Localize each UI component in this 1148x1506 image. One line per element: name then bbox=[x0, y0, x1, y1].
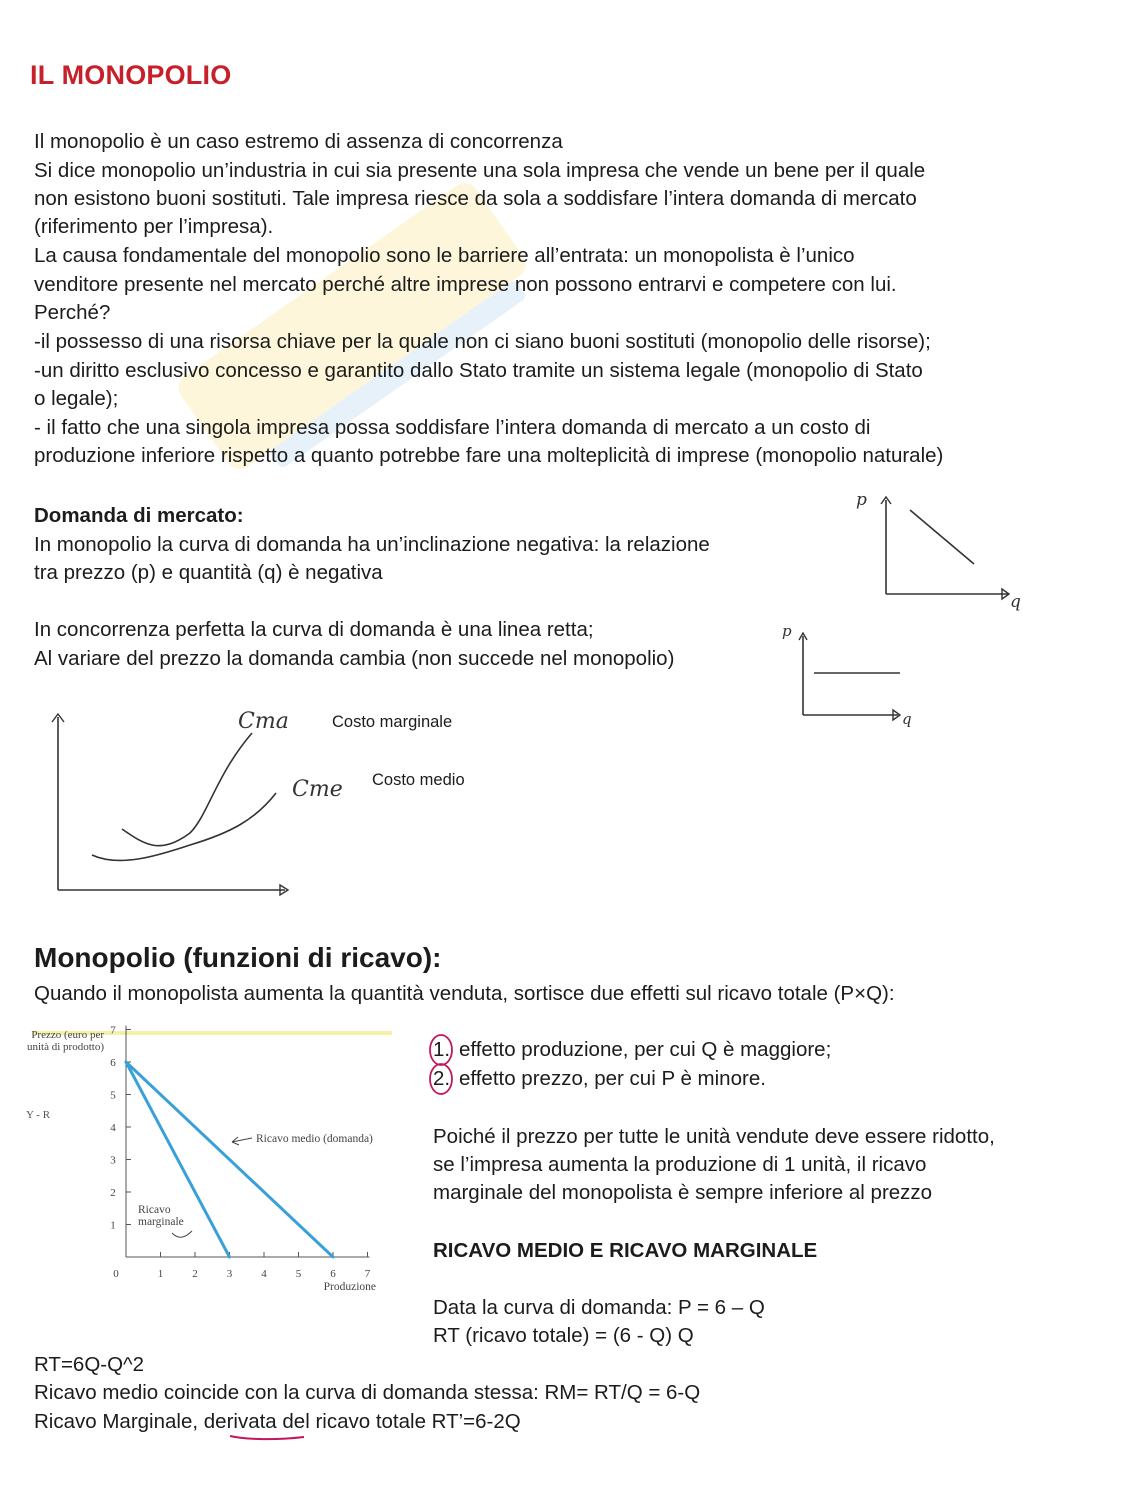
x-tick-label: 6 bbox=[330, 1268, 336, 1280]
intro-line: o legale); bbox=[34, 387, 119, 410]
bottom-line: Ricavo medio coincide con la curva di domanda stessa: RM= RT/Q = 6-Q bbox=[34, 1381, 701, 1404]
ricavo-subheading: RICAVO MEDIO E RICAVO MARGINALE bbox=[433, 1239, 818, 1262]
y-tick-label: 2 bbox=[110, 1187, 116, 1199]
effect-text: effetto produzione, per cui Q è maggiore; bbox=[459, 1038, 832, 1061]
cma-label: Cma bbox=[238, 709, 289, 734]
y-tick-label: 1 bbox=[110, 1219, 116, 1232]
intro-line: Il monopolio è un caso estremo di assenza di concorrenza bbox=[34, 130, 563, 153]
x-tick-label: 3 bbox=[226, 1268, 233, 1280]
x-tick-label: 1 bbox=[157, 1268, 164, 1280]
sketch2-y-label: p bbox=[782, 622, 792, 640]
intro-line: -il possesso di una risorsa chiave per la quale non ci siano buoni sostituti (monopolio delle risorse); bbox=[34, 330, 931, 353]
x-tick-label: 2 bbox=[192, 1268, 198, 1280]
x-tick-label: 4 bbox=[261, 1268, 267, 1280]
intro-line: -un diritto esclusivo concesso e garantito dallo Stato tramite un sistema legale (monopolio di Stato bbox=[34, 359, 923, 382]
cost-curves-svg bbox=[40, 705, 500, 905]
intro-line: La causa fondamentale del monopolio sono le barriere all’entrata: un monopolista è l’unico bbox=[34, 244, 855, 267]
intro-line: venditore presente nel mercato perché altre imprese non possono entrarvi e competere con lui. bbox=[34, 273, 897, 296]
derivata-underline bbox=[228, 1431, 308, 1443]
ricavo-medio-pointer bbox=[232, 1137, 252, 1145]
formula-line: RT (ricavo totale) = (6 - Q) Q bbox=[433, 1324, 694, 1347]
intro-line: Perché? bbox=[34, 301, 111, 324]
y-tick-label: 3 bbox=[110, 1154, 116, 1167]
cme-label: Cme bbox=[292, 777, 343, 802]
chart-side-note: Y - R bbox=[26, 1109, 51, 1121]
x-tick-label: 0 bbox=[113, 1268, 119, 1280]
intro-line: Si dice monopolio un’industria in cui sia presente una sola impresa che vende un bene per il quale bbox=[34, 159, 926, 182]
effect-item bbox=[428, 1065, 766, 1094]
sketch1-y-label: p bbox=[856, 490, 867, 510]
chart-x-axis-label: Produzione bbox=[323, 1281, 376, 1293]
ricavo-heading: Monopolio (funzioni di ricavo): bbox=[34, 942, 442, 973]
intro-line: produzione inferiore rispetto a quanto potrebbe fare una molteplicità di imprese (monopolio naturale) bbox=[34, 444, 944, 467]
sketch-monopoly-demand bbox=[850, 488, 1030, 618]
domanda-line: In monopolio la curva di domanda ha un’inclinazione negativa: la relazione bbox=[34, 533, 710, 556]
domanda-heading: Domanda di mercato: bbox=[34, 504, 244, 527]
effect-number: 1. bbox=[433, 1038, 451, 1061]
series-ricavo-marginale-label: Ricavo marginale bbox=[138, 1204, 184, 1228]
circle-mark-2 bbox=[430, 1064, 452, 1094]
perfetta-line: In concorrenza perfetta la curva di domanda è una linea retta; bbox=[34, 618, 594, 641]
sketch1-x-label: q bbox=[1010, 592, 1021, 612]
sketch1-demand-line bbox=[910, 510, 974, 564]
cme-description: Costo medio bbox=[372, 771, 465, 789]
chart-y-axis-label: Prezzo (euro per unità di prodotto) bbox=[27, 1029, 104, 1053]
circle-mark-1 bbox=[430, 1035, 452, 1065]
effect-text: effetto prezzo, per cui P è minore. bbox=[459, 1067, 766, 1090]
sketch2-x-label: q bbox=[902, 710, 912, 728]
effect-number: 2. bbox=[433, 1067, 451, 1090]
ricavo-intro: Quando il monopolista aumenta la quantità venduta, sortisce due effetti sul ricavo totale (P×Q): bbox=[34, 982, 895, 1005]
cma-description: Costo marginale bbox=[332, 713, 453, 731]
intro-line: (riferimento per l’impresa). bbox=[34, 215, 274, 238]
bottom-line: Ricavo Marginale, derivata del ricavo totale RT’=6-2Q bbox=[34, 1410, 521, 1433]
x-tick-label: 5 bbox=[295, 1268, 302, 1280]
series-ricavo-medio-label: Ricavo medio (domanda) bbox=[256, 1133, 373, 1145]
poiche-line: Poiché il prezzo per tutte le unità vendute deve essere ridotto, bbox=[433, 1125, 995, 1148]
y-tick-label: 6 bbox=[110, 1057, 116, 1069]
domanda-line: tra prezzo (p) e quantità (q) è negativa bbox=[34, 561, 383, 584]
poiche-line: marginale del monopolista è sempre inferiore al prezzo bbox=[433, 1181, 933, 1204]
revenue-chart-svg bbox=[22, 1025, 400, 1303]
revenue-chart bbox=[22, 1025, 400, 1303]
bottom-line: RT=6Q-Q^2 bbox=[34, 1353, 145, 1376]
intro-line: non esistono buoni sostituti. Tale impresa riesce da sola a soddisfare l’intera domanda di mercato bbox=[34, 187, 917, 210]
y-tick-label: 4 bbox=[110, 1122, 116, 1134]
effect-item bbox=[428, 1036, 831, 1065]
poiche-line: se l’impresa aumenta la produzione di 1 unità, il ricavo bbox=[433, 1153, 927, 1176]
perfetta-line: Al variare del prezzo la domanda cambia (non succede nel monopolio) bbox=[34, 647, 675, 670]
y-tick-label: 5 bbox=[110, 1089, 116, 1102]
y-tick-label: 7 bbox=[110, 1025, 116, 1037]
cme-curve bbox=[92, 793, 276, 860]
formula-line: Data la curva di domanda: P = 6 – Q bbox=[433, 1296, 765, 1319]
handwritten-circles bbox=[428, 1030, 458, 1100]
sketch-perfect-demand bbox=[778, 622, 928, 732]
x-tick-label: 7 bbox=[364, 1268, 371, 1280]
cost-curves-sketch bbox=[40, 705, 500, 905]
page-title: IL MONOPOLIO bbox=[30, 60, 232, 90]
intro-line: - il fatto che una singola impresa possa soddisfare l’intera domanda di mercato a un costo di bbox=[34, 416, 871, 439]
ricavo-marginale-pointer bbox=[172, 1231, 192, 1237]
sketch-monopoly-demand-svg bbox=[850, 488, 1030, 618]
